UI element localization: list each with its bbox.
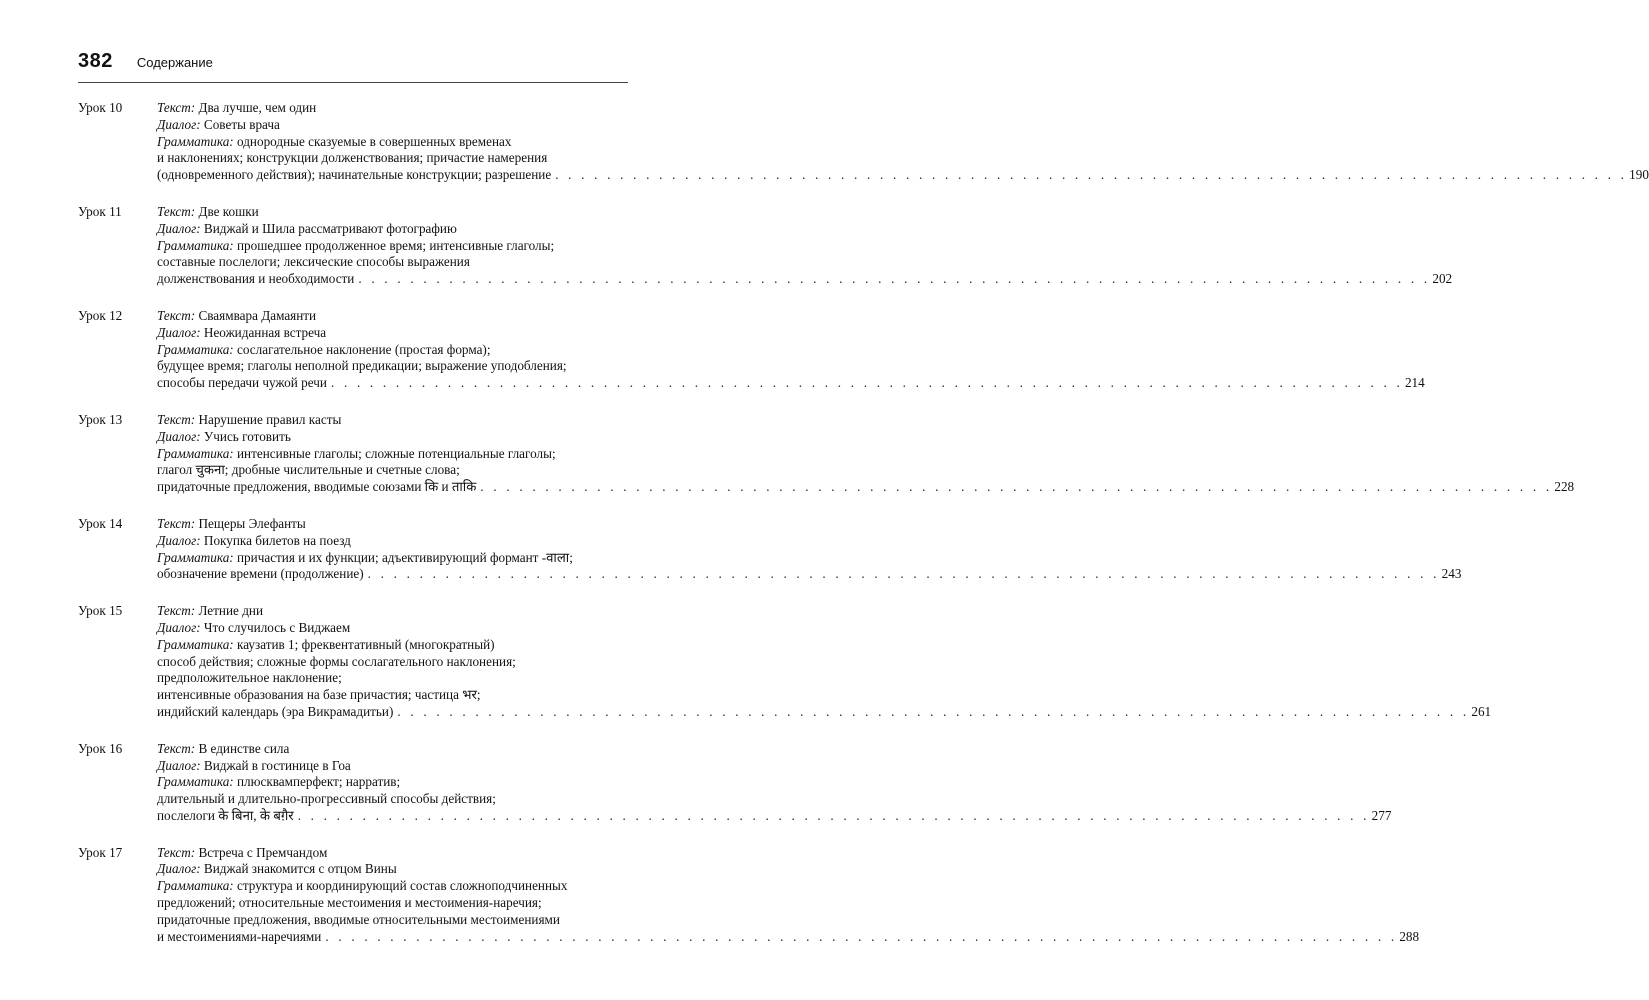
dialog-title: Виджай в гостинице в Гоа (203, 757, 351, 773)
dialog-key: Диалог: (157, 532, 201, 548)
dialog-title: Что случилось с Виджаем (203, 619, 351, 635)
grammar-text: придаточные предложения, вводимые союзами कि и ताकि (157, 479, 477, 495)
grammar-last-line (157, 704, 1491, 721)
dot-leader (298, 808, 1370, 825)
grammar-key: Грамматика: (157, 878, 234, 894)
grammar-continuation: интенсивные образования на базе причастия; частица भर; (157, 687, 481, 703)
dot-leader (358, 271, 1430, 288)
grammar-line (157, 446, 1574, 463)
grammar-line (157, 342, 1425, 359)
page-reference: 261 (1471, 703, 1492, 719)
grammar-text: способы передачи чужой речи (157, 375, 327, 391)
lesson-contents (157, 308, 1425, 392)
table-of-contents (78, 100, 1649, 965)
lesson-contents (157, 845, 1419, 946)
dot-leader (331, 375, 1403, 392)
dot-leader (397, 704, 1469, 721)
grammar-text: однородные сказуемые в совершенных временах (237, 133, 512, 149)
text-key: Текст: (157, 203, 196, 219)
dialog-line (157, 221, 1452, 238)
dialog-line (157, 533, 1461, 550)
dialog-key: Диалог: (157, 861, 201, 877)
text-line (157, 603, 1491, 620)
grammar-text: послелоги के बिना, के बग़ैर (157, 807, 294, 823)
grammar-key: Грамматика: (157, 636, 234, 652)
grammar-text: и местоимениями-наречиями (157, 928, 322, 944)
grammar-text: сослагательное наклонение (простая форма); (237, 341, 491, 357)
grammar-continuation: будущее время; глаголы неполной предикации; выражение уподобления; (157, 358, 567, 374)
grammar-line (157, 637, 1491, 654)
dot-leader (325, 929, 1397, 946)
dialog-line (157, 620, 1491, 637)
toc-entry (78, 844, 1420, 946)
dialog-key: Диалог: (157, 116, 201, 132)
text-line (157, 741, 1391, 758)
page-reference: 228 (1554, 479, 1575, 495)
page-number: 382 (78, 50, 113, 72)
lesson-contents (157, 412, 1574, 496)
text-title: Пещеры Элефанты (198, 515, 306, 531)
grammar-continuation: и наклонениях; конструкции долженствования; причастие намерения (157, 150, 548, 166)
text-line (157, 516, 1461, 533)
dialog-key: Диалог: (157, 428, 201, 444)
grammar-text: интенсивные глаголы; сложные потенциальные глаголы; (237, 445, 556, 461)
grammar-key: Грамматика: (157, 341, 234, 357)
grammar-continuation: придаточные предложения, вводимые относительными местоимениями (157, 911, 560, 927)
lesson-contents (157, 741, 1391, 825)
dialog-line (157, 429, 1574, 446)
grammar-text: индийский календарь (эра Викрамадитьи) (157, 703, 394, 719)
grammar-key: Грамматика: (157, 133, 234, 149)
grammar-key: Грамматика: (157, 774, 234, 790)
dot-leader (555, 167, 1627, 184)
grammar-continuation: предположительное наклонение; (157, 670, 342, 686)
text-key: Текст: (157, 740, 196, 756)
dialog-key: Диалог: (157, 220, 201, 236)
text-key: Текст: (157, 603, 196, 619)
dot-leader (368, 566, 1440, 583)
toc-entry (78, 411, 1575, 496)
text-key: Текст: (157, 844, 196, 860)
dialog-line (157, 325, 1425, 342)
running-title: Содержание (136, 55, 213, 70)
toc-entry (78, 100, 1649, 184)
grammar-text: прошедшее продолженное время; интенсивные глаголы; (237, 237, 555, 253)
grammar-text: (одновременного действия); начинательные конструкции; разрешение (157, 167, 552, 183)
text-line (157, 100, 1649, 117)
page-reference: 214 (1404, 375, 1425, 391)
text-key: Текст: (157, 100, 196, 115)
grammar-continuation: составные послелоги; лексические способы выражения (157, 254, 470, 270)
text-line (157, 308, 1425, 325)
grammar-text: каузатив 1; фреквентативный (многократный) (237, 636, 495, 652)
page-reference: 277 (1371, 807, 1392, 823)
toc-entry (78, 515, 1462, 583)
text-title: Нарушение правил касты (198, 411, 342, 427)
toc-entry (78, 603, 1492, 721)
page-reference: 202 (1432, 271, 1453, 287)
grammar-text: причастия и их функции; адъективирующий формант -वाला; (237, 549, 573, 565)
lesson-number: Урок 12 (78, 307, 123, 323)
lesson-number: Урок 17 (78, 844, 123, 860)
grammar-line (157, 878, 1419, 895)
toc-entry (78, 307, 1425, 392)
grammar-last-line (157, 167, 1649, 184)
toc-entry (78, 740, 1392, 825)
text-key: Текст: (157, 307, 196, 323)
lesson-number: Урок 16 (78, 740, 123, 756)
grammar-last-line (157, 808, 1391, 825)
text-key: Текст: (157, 515, 196, 531)
grammar-last-line (157, 271, 1452, 288)
dialog-key: Диалог: (157, 619, 201, 635)
dialog-title: Виджай и Шила рассматривают фотографию (203, 220, 457, 236)
text-key: Текст: (157, 411, 196, 427)
text-title: Два лучше, чем один (198, 100, 317, 115)
lesson-number: Урок 15 (78, 603, 123, 619)
dialog-title: Виджай знакомится с отцом Вины (203, 861, 397, 877)
page-reference: 190 (1629, 167, 1649, 183)
lesson-number: Урок 10 (78, 100, 123, 115)
text-title: Встреча с Премчандом (198, 844, 328, 860)
text-line (157, 845, 1419, 862)
text-line (157, 412, 1574, 429)
dialog-title: Советы врача (203, 116, 280, 132)
lesson-contents (157, 204, 1452, 288)
grammar-text: структура и координирующий состав сложноподчиненных (237, 878, 568, 894)
page-reference: 288 (1399, 928, 1420, 944)
text-title: Сваямвара Дамаянти (198, 307, 317, 323)
text-title: Летние дни (198, 603, 264, 619)
lesson-contents (157, 603, 1491, 721)
dialog-line (157, 117, 1649, 134)
lesson-number: Урок 11 (78, 203, 122, 219)
grammar-continuation: способ действия; сложные формы сослагательного наклонения; (157, 653, 516, 669)
lesson-contents (157, 516, 1461, 583)
grammar-text: долженствования и необходимости (157, 271, 355, 287)
dialog-title: Учись готовить (203, 428, 291, 444)
dialog-key: Диалог: (157, 324, 201, 340)
dialog-title: Неожиданная встреча (203, 324, 327, 340)
grammar-line (157, 238, 1452, 255)
page-reference: 243 (1441, 566, 1462, 582)
grammar-last-line (157, 566, 1461, 583)
grammar-line (157, 134, 1649, 151)
dialog-title: Покупка билетов на поезд (203, 532, 351, 548)
dialog-key: Диалог: (157, 757, 201, 773)
grammar-text: обозначение времени (продолжение) (157, 566, 364, 582)
grammar-last-line (157, 375, 1425, 392)
toc-entry (78, 203, 1453, 288)
dialog-line (157, 758, 1391, 775)
grammar-continuation: предложений; относительные местоимения и местоимения-наречия; (157, 895, 542, 911)
grammar-line (157, 550, 1461, 567)
text-line (157, 204, 1452, 221)
lesson-number: Урок 14 (78, 515, 123, 531)
dot-leader (480, 479, 1552, 496)
grammar-continuation: глагол चुकना; дробные числительные и счетные слова; (157, 462, 460, 478)
running-header (78, 50, 628, 83)
grammar-last-line (157, 479, 1574, 496)
grammar-key: Грамматика: (157, 445, 234, 461)
lesson-number: Урок 13 (78, 411, 123, 427)
grammar-last-line (157, 929, 1419, 946)
lesson-contents (157, 100, 1649, 184)
grammar-key: Грамматика: (157, 549, 234, 565)
grammar-text: плюсквамперфект; нарратив; (237, 774, 401, 790)
text-title: Две кошки (198, 203, 259, 219)
grammar-continuation: длительный и длительно-прогрессивный способы действия; (157, 791, 496, 807)
grammar-key: Грамматика: (157, 237, 234, 253)
text-title: В единстве сила (198, 740, 290, 756)
dialog-line (157, 861, 1419, 878)
grammar-line (157, 774, 1391, 791)
